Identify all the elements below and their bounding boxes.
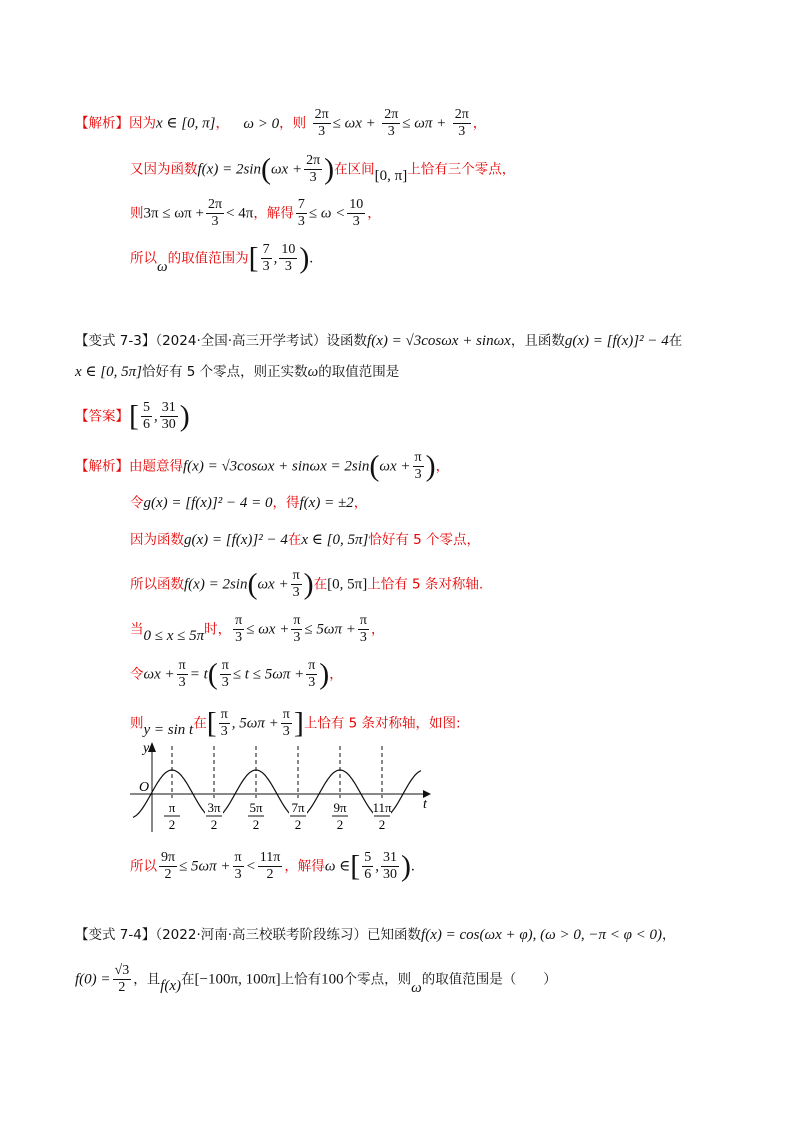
analysis-2-line-2 — [130, 493, 367, 513]
math: ≤ 5ωπ + — [179, 858, 231, 875]
text: 所以函数 — [130, 576, 184, 593]
tick-label-denominator: 2 — [336, 817, 344, 832]
analysis-2-line-3 — [130, 530, 480, 550]
fraction-pi-3: $\frac{\pi}{3}$ — [414, 450, 422, 482]
text: 由题意得 — [129, 458, 183, 475]
fraction-sqrt3-2: $\frac{√3}{2}$ — [114, 963, 130, 995]
fraction-9pi-2: $\frac{9\pi}{2}$ — [161, 850, 176, 882]
fraction-31-30: $\frac{31}{30}$ — [161, 400, 176, 432]
math-g-definition: g(x) = [f(x)]² − 4 — [564, 333, 669, 349]
fraction-pi-3: $\frac{\pi}{3}$ — [359, 613, 367, 645]
text: 在 — [181, 971, 195, 988]
text: 上恰有 — [280, 971, 322, 988]
text: ， — [353, 495, 368, 511]
math: 0 ≤ x ≤ 5π — [143, 627, 205, 644]
tick-label-denominator: 2 — [168, 817, 176, 832]
analysis-2-line-8: 所以 $\frac{9\pi}{2}$ ≤ 5ωπ + $\frac{\pi}{3}$ < $\frac{11\pi}{2}$ ，解得ω ∈[ $\frac{5}{6}$ , $\frac{31}{30}$ ). — [130, 849, 415, 883]
answer-tag: 【答案】 — [75, 408, 129, 425]
origin-label: O — [139, 780, 150, 795]
text: ， — [370, 621, 385, 638]
fraction-pi-3: $\frac{\pi}{3}$ — [308, 658, 316, 690]
math: f(x) = √3cosωx + sinωx = 2sin — [183, 458, 370, 475]
analysis-2-line-6: 令ωx + $\frac{\pi}{3}$ = t( $\frac{\pi}{3}$ ≤ t ≤ 5ωπ + $\frac{\pi}{3}$ )， — [130, 657, 343, 691]
text: 又因为函数 — [130, 161, 198, 178]
fraction-7-3: $\frac{7}{3}$ — [297, 197, 305, 229]
analysis-1-line-3 — [130, 197, 381, 230]
text: ， — [435, 458, 450, 475]
variant-7-4-line-1 — [75, 925, 676, 945]
fraction-2pi-3: $\frac{2\pi}{3}$ — [314, 107, 329, 139]
math: ≤ 5ωπ + — [304, 621, 356, 638]
math: f(x) = 2sin — [184, 576, 248, 593]
math: f(0) = — [75, 971, 111, 988]
math: < — [245, 858, 256, 875]
fraction-pi-3: $\frac{\pi}{3}$ — [293, 613, 301, 645]
math: ωx + — [257, 576, 289, 593]
tick-label-denominator: 2 — [378, 817, 386, 832]
source-text: （2022·河南·高三校联考阶段练习）已知函数 — [155, 927, 422, 943]
text: 的取值范围是 — [318, 364, 400, 380]
math: , 5ωπ + — [231, 715, 279, 732]
math: g(x) = [f(x)]² − 4 = 0 — [143, 495, 273, 511]
text: 的取值范围是（ ） — [421, 971, 557, 988]
text: ，则 — [279, 115, 307, 132]
text: 的取值范围为 — [167, 250, 249, 267]
analysis-tag: 【解析】 — [75, 458, 129, 475]
text: 令 — [130, 666, 144, 683]
math-omega-positive: ω > 0 — [243, 115, 280, 132]
fraction-pi-3: $\frac{\pi}{3}$ — [282, 707, 290, 739]
math: = t — [189, 666, 208, 683]
math-x-in-0-pi: x ∈ [0, π] — [156, 115, 216, 132]
text: ，得 — [272, 495, 300, 511]
fraction-2pi-3: $\frac{2\pi}{3}$ — [384, 107, 399, 139]
variant-7-4-tag: 【变式 7-4】 — [75, 927, 156, 943]
math-omega: ω — [411, 979, 422, 996]
fraction-2pi-3: $\frac{2\pi}{3}$ — [454, 107, 469, 139]
text: 因为 — [129, 115, 156, 132]
text: 恰好有 5 个零点，则正实数 — [141, 364, 308, 380]
fraction-11pi-2: $\frac{11\pi}{2}$ — [259, 850, 281, 882]
tick-label-denominator: 2 — [210, 817, 218, 832]
text: 所以 — [130, 858, 157, 875]
tick-label-numerator: 7π — [291, 800, 305, 815]
text: 当 — [130, 621, 144, 638]
tick-label-numerator: 9π — [333, 800, 347, 815]
text: 个零点，则 — [343, 971, 412, 988]
math: ωx + — [143, 666, 175, 683]
sine-graph — [125, 738, 445, 838]
math-f-definition: f(x) = cos(ωx + φ), (ω > 0, −π < φ < 0) — [421, 927, 663, 943]
text: 恰好有 5 个零点， — [368, 532, 481, 548]
math-x-in-0-5pi: x ∈ [0, 5π] — [75, 364, 142, 380]
t-axis-label: t — [423, 797, 427, 812]
text: 所以 — [130, 250, 157, 267]
variant-7-3-tag: 【变式 7-3】 — [75, 333, 156, 349]
y-axis-label: y — [143, 741, 150, 756]
math: < 4π — [226, 205, 254, 222]
math: ≤ ωx + — [332, 115, 376, 132]
math: ≤ t ≤ 5ωπ + — [232, 666, 305, 683]
math-omega: ω — [157, 258, 168, 275]
text: 上恰有三个零点， — [407, 161, 516, 178]
fraction-pi-3: $\frac{\pi}{3}$ — [221, 658, 229, 690]
text: 在 — [287, 532, 302, 548]
variant-7-4-line-2 — [75, 963, 557, 996]
analysis-2-line-5 — [130, 613, 384, 646]
text: 在区间 — [334, 161, 375, 178]
math: 3π ≤ ωπ + — [143, 205, 204, 222]
analysis-2-line-7: 则y = sin t在[ $\frac{\pi}{3}$ , 5ωπ + $\frac{\pi}{3}$ ]上恰有 5 条对称轴，如图: — [130, 706, 461, 740]
analysis-tag: 【解析】 — [75, 115, 129, 132]
math: ω ∈ — [324, 858, 351, 875]
tick-label-denominator: 2 — [294, 817, 302, 832]
tick-label-numerator: 3π — [207, 800, 221, 815]
text: ， — [367, 205, 381, 222]
text: 在 — [668, 333, 683, 349]
math-interval: [0, 5π] — [327, 576, 368, 593]
source-text: （2024·全国·高三开学考试）设函数 — [155, 333, 368, 349]
math: x ∈ [0, 5π] — [301, 532, 369, 548]
math: f(x) = ±2 — [299, 495, 354, 511]
math-interval: [−100π, 100π] — [194, 971, 281, 988]
answer-line: 【答案】[ $\frac{5}{6}$ , $\frac{31}{30}$ ) — [75, 399, 190, 433]
text: 令 — [130, 495, 144, 511]
fraction-2pi-3: $\frac{2\pi}{3}$ — [207, 197, 223, 229]
math-function: f(x) = 2sin — [197, 161, 261, 178]
text: 上恰有 5 条对称轴. — [367, 576, 484, 593]
text: 在 — [313, 576, 328, 593]
fraction-5-6: $\frac{5}{6}$ — [143, 400, 150, 432]
fraction-pi-3: $\frac{\pi}{3}$ — [235, 613, 243, 645]
math: ωx + — [379, 458, 411, 475]
fraction-31-30: $\frac{31}{30}$ — [383, 850, 398, 882]
fraction-5-6: $\frac{5}{6}$ — [364, 850, 372, 882]
fraction-7-3: $\frac{7}{3}$ — [262, 242, 270, 274]
text: 因为函数 — [130, 532, 184, 548]
fraction-2pi-3: $\frac{2\pi}{3}$ — [306, 153, 321, 185]
math: y = sin t — [143, 721, 194, 738]
text: 则 — [130, 205, 144, 222]
text: ， — [472, 115, 487, 132]
fraction-pi-3: $\frac{\pi}{3}$ — [178, 658, 186, 690]
math: ≤ ω < — [308, 205, 346, 222]
text: 则 — [130, 715, 144, 732]
analysis-2-line-1: 【解析】由题意得f(x) = √3cosωx + sinωx = 2sin(ωx + $\frac{\pi}{3}$ )， — [75, 449, 450, 483]
text: 上恰有 5 条对称轴，如图: — [303, 715, 461, 732]
text: ，且函数 — [510, 333, 565, 349]
text: 在 — [193, 715, 207, 732]
fraction-pi-3: $\frac{\pi}{3}$ — [292, 568, 300, 600]
tick-label-denominator: 2 — [252, 817, 260, 832]
text: 时， — [204, 621, 232, 638]
fraction-10-3: $\frac{10}{3}$ — [349, 197, 364, 229]
analysis-1-line-1 — [75, 107, 486, 140]
math: ≤ ωx + — [246, 621, 290, 638]
fraction-pi-3: $\frac{\pi}{3}$ — [234, 850, 242, 882]
fraction-10-3: $\frac{10}{3}$ — [281, 242, 296, 274]
variant-7-3-line-1 — [75, 331, 682, 351]
text: ，解得 — [284, 858, 325, 875]
tick-label-numerator: 5π — [249, 800, 263, 815]
variant-7-3-line-2 — [75, 362, 399, 382]
analysis-1-line-4: 所以ω的取值范围为[ $\frac{7}{3}$ , $\frac{10}{3}$ ). — [130, 241, 314, 275]
math: g(x) = [f(x)]² − 4 — [184, 532, 288, 548]
math-f-definition: f(x) = √3cosωx + sinωx — [367, 333, 511, 349]
math: 100 — [321, 971, 344, 988]
analysis-1-line-2: 又因为函数f(x) = 2sin(ωx + $\frac{2\pi}{3}$ )在区间[0, π]上恰有三个零点， — [130, 152, 516, 186]
text: ， — [662, 927, 676, 943]
tick-label-numerator: π — [168, 800, 176, 815]
math: ≤ ωπ + — [402, 115, 447, 132]
text: ， — [215, 115, 229, 132]
math: ωx + — [270, 161, 303, 178]
text: ，且 — [133, 971, 161, 988]
fraction-pi-3: $\frac{\pi}{3}$ — [220, 707, 228, 739]
analysis-2-line-4: 所以函数f(x) = 2sin(ωx + $\frac{\pi}{3}$ )在[0, 5π]上恰有 5 条对称轴. — [130, 567, 484, 601]
text: ，解得 — [253, 205, 294, 222]
text: ， — [329, 666, 343, 683]
tick-label-numerator: 11π — [372, 800, 392, 815]
math-omega: ω — [307, 364, 319, 380]
math: f(x) — [160, 977, 182, 994]
math-interval: [0, π] — [374, 167, 408, 184]
